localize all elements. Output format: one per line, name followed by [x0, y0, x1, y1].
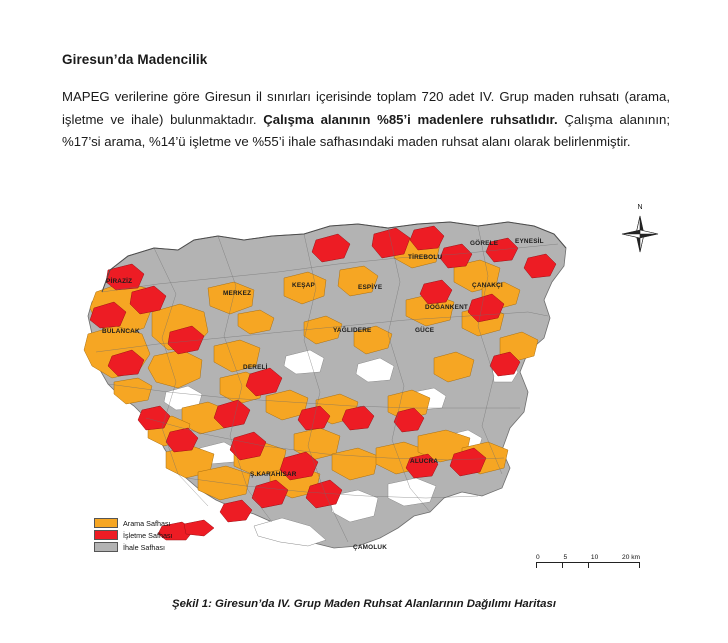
legend-swatch-isletme	[94, 530, 118, 540]
scalebar-numbers	[536, 554, 640, 561]
scale-tick-0: 0	[536, 554, 540, 561]
compass-rose	[618, 204, 662, 260]
scalebar-tick-mark-0	[536, 563, 537, 568]
district-label-espiye: ESPİYE	[358, 284, 383, 291]
legend-item-ihale	[94, 542, 214, 552]
paragraph-part-2: Çalışma alanının; %17’si arama, %14’ü işletme ve %55’i ihale safhasındaki maden ruhsat alanı olarak belirlenmiştir.	[62, 111, 670, 150]
scale-tick-10: 10	[590, 554, 599, 561]
page-title: Giresun’da Madencilik	[62, 52, 208, 67]
district-label-tirebolu: TİREBOLU	[408, 254, 443, 261]
district-label-eynesil: EYNESİL	[515, 238, 544, 245]
figure-map	[58, 196, 676, 596]
district-label-canakci: ÇANAKÇI	[472, 282, 503, 289]
legend-label-ihale: İhale Safhası	[123, 542, 165, 552]
map-scalebar	[536, 554, 656, 570]
district-label-gorele: GÖRELE	[470, 240, 499, 247]
legend-swatch-arama	[94, 518, 118, 528]
scalebar-tick-mark-1	[562, 563, 563, 568]
scale-tick-5: 5	[563, 554, 568, 561]
district-label-merkez: MERKEZ	[223, 290, 252, 297]
body-paragraph	[62, 86, 670, 154]
scale-tick-20: 20 km	[622, 554, 640, 561]
legend-label-isletme: İşletme Safhası	[123, 530, 173, 540]
legend-item-isletme	[94, 530, 214, 540]
paragraph-bold-phrase: Çalışma alanının %85’i madenlere ruhsatlıdır.	[263, 111, 558, 127]
figure-caption: Şekil 1: Giresun’da IV. Grup Maden Ruhsat Alanlarının Dağılımı Haritası	[171, 598, 556, 610]
scalebar-line	[536, 562, 640, 570]
district-label-piraziz: PİRAZİZ	[106, 278, 133, 285]
district-label-guce: GÜCE	[415, 327, 435, 334]
district-label-bulancak: BULANCAK	[102, 328, 140, 335]
compass-icon	[618, 212, 662, 258]
scalebar-tick-mark-3	[639, 563, 640, 568]
district-label-dogankent: DOĞANKENT	[425, 304, 468, 311]
district-label-alucra: ALUCRA	[410, 458, 439, 465]
compass-north-label: N	[637, 204, 643, 211]
legend-swatch-ihale	[94, 542, 118, 552]
district-label-dereli: DERELİ	[243, 364, 268, 371]
district-label-kesap: KEŞAP	[292, 282, 316, 289]
legend-item-arama	[94, 518, 214, 528]
map-legend	[94, 518, 214, 554]
paragraph-part-1: MAPEG verilerine göre Giresun il sınırları içerisinde toplam 720 adet IV. Grup maden ruhsatı (arama, işletme ve ihale) bulunmaktadır.	[62, 89, 670, 127]
district-label-camoluk: ÇAMOLUK	[353, 544, 388, 551]
district-label-yaglidere: YAĞLIDERE	[333, 327, 372, 334]
legend-label-arama: Arama Safhası	[123, 518, 171, 528]
district-label-skarahisar: Ş.KARAHİSAR	[250, 471, 297, 478]
scalebar-tick-mark-2	[588, 563, 589, 568]
